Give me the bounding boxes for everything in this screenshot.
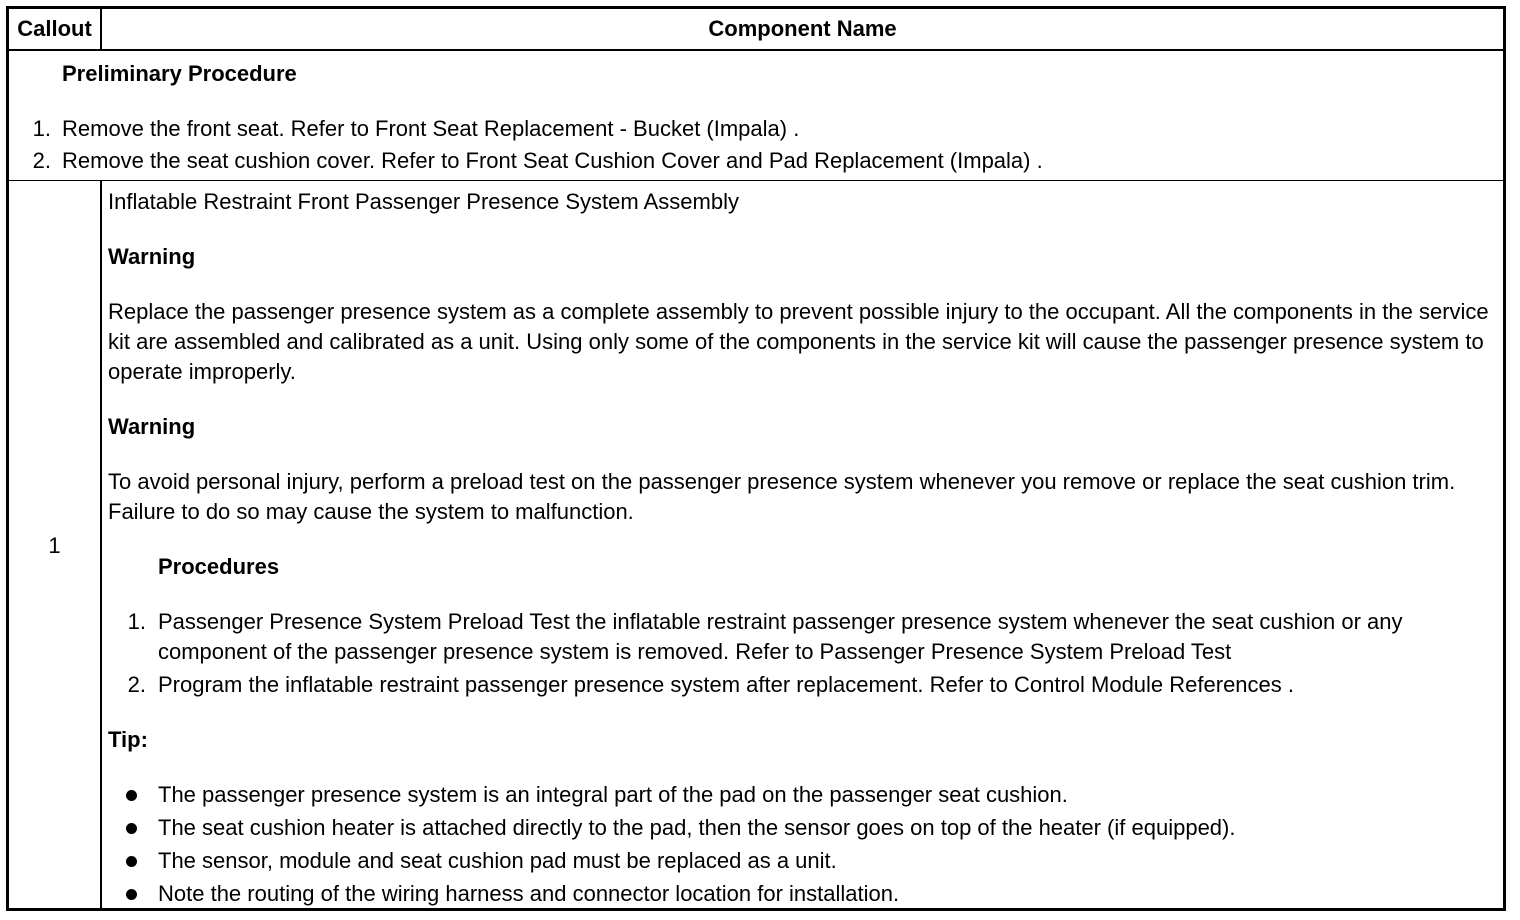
warning-text: To avoid personal injury, perform a preload test on the passenger presence system whenever you remove or replace the seat cushion trim. Failure to do so may cause the system to malfunction.: [108, 469, 1456, 524]
step-text: Remove the seat cushion cover. Refer to Front Seat Cushion Cover and Pad Replacement (Impala) .: [62, 148, 1043, 173]
bullet-icon: [126, 856, 137, 867]
warning-label: Warning: [108, 414, 196, 439]
tip-text: The sensor, module and seat cushion pad must be replaced as a unit.: [158, 848, 837, 873]
procedures-title: Procedures: [158, 554, 280, 579]
tip-text: The seat cushion heater is attached directly to the pad, then the sensor goes on top of the heater (if equipped).: [158, 815, 1236, 840]
component-cell: [102, 181, 1503, 908]
tip-text: Note the routing of the wiring harness and connector location for installation.: [158, 881, 900, 906]
component-name-column-header: Component Name: [708, 16, 897, 41]
step-number: 1.: [32, 116, 51, 141]
callout-number: 1: [48, 533, 61, 558]
step-text: Program the inflatable restraint passenger presence system after replacement. Refer to Control Module References .: [158, 672, 1294, 697]
warning-label: Warning: [108, 244, 196, 269]
component-table: [6, 6, 1506, 911]
step-text: Passenger Presence System Preload Test the inflatable restraint passenger presence system whenever the seat cushion or any component of the passenger presence system is removed. Refer to Passenger Presence System Preload Test: [158, 609, 1403, 664]
component-name: Inflatable Restraint Front Passenger Presence System Assembly: [108, 189, 739, 214]
step-number: 2.: [32, 148, 51, 173]
callout-cell: [9, 181, 102, 908]
tip-text: The passenger presence system is an integral part of the pad on the passenger seat cushion.: [158, 782, 1068, 807]
preliminary-procedure-title: Preliminary Procedure: [62, 61, 297, 86]
bullet-icon: [126, 790, 137, 801]
step-number: 2.: [127, 672, 146, 697]
tip-label: Tip:: [108, 727, 148, 752]
step-number: 1.: [127, 609, 146, 634]
bullet-icon: [126, 823, 137, 834]
step-text: Remove the front seat. Refer to Front Seat Replacement - Bucket (Impala) .: [62, 116, 800, 141]
bullet-icon: [126, 889, 137, 900]
warning-text: Replace the passenger presence system as a complete assembly to prevent possible injury to the occupant. All the components in the service kit are assembled and calibrated as a unit. Using only some of the components in the service kit will cause the passenger presence system to operate improperly.: [108, 299, 1489, 384]
table-header: [9, 9, 1503, 51]
callout-column-header: Callout: [9, 9, 102, 49]
preliminary-procedure-section: [9, 51, 1503, 181]
